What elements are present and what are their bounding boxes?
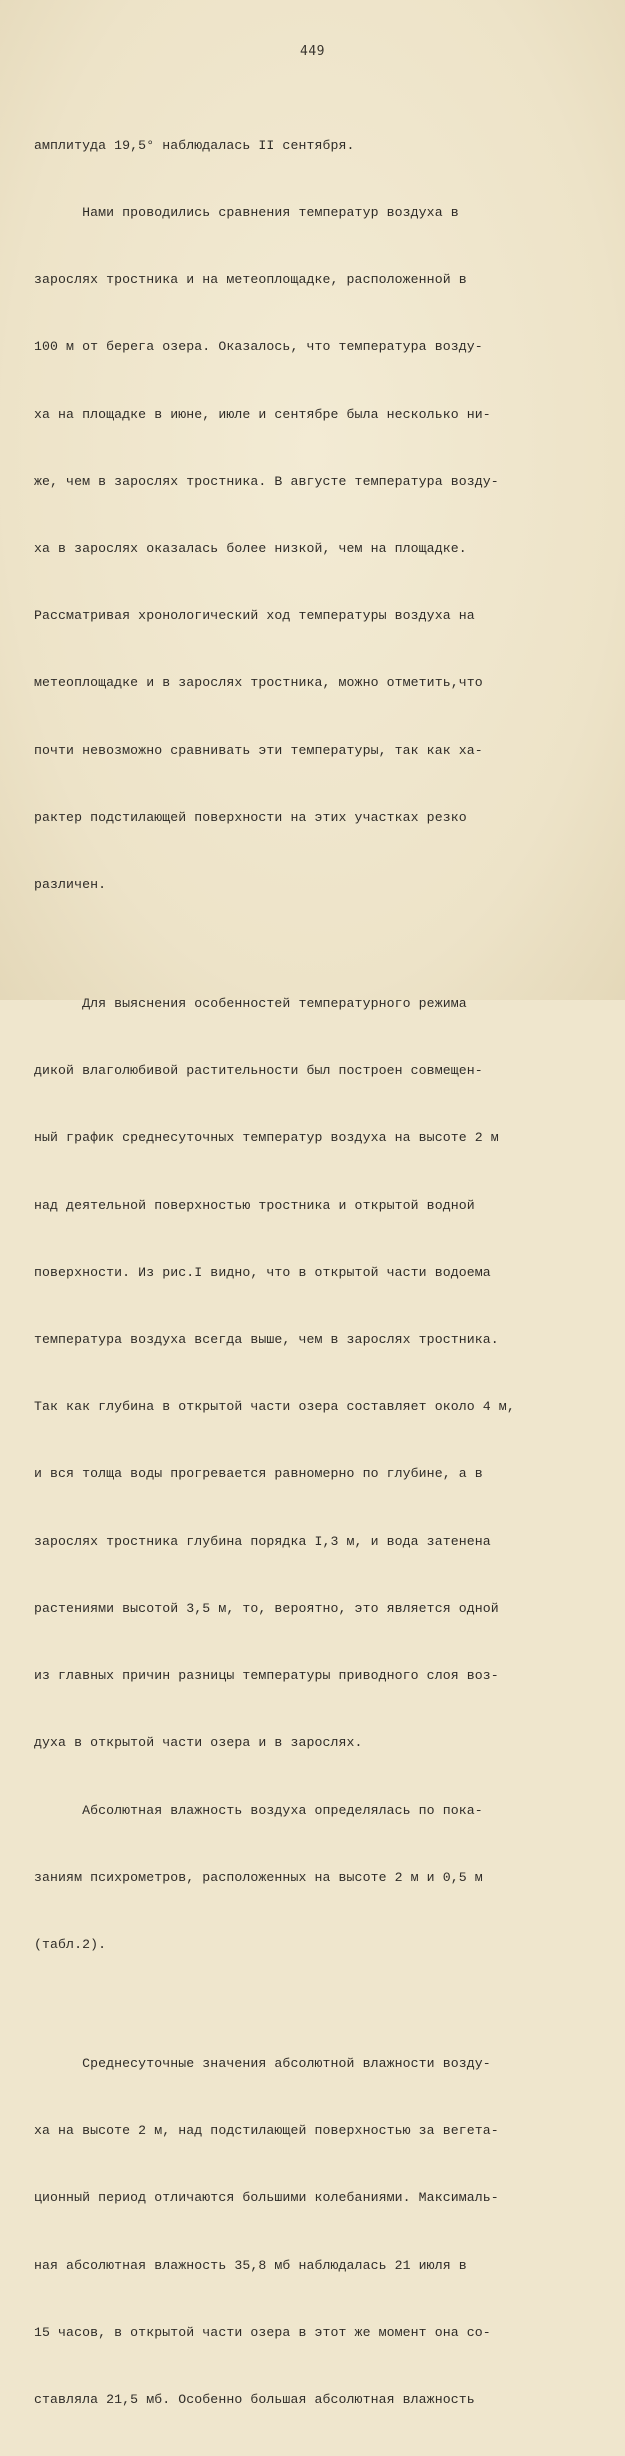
text-line: заниям психрометров, расположенных на высоте 2 м и 0,5 м xyxy=(34,1869,483,1885)
text-line: Рассматривая хронологический ход температуры воздуха на xyxy=(34,608,475,624)
text-line: растениями высотой 3,5 м, то, вероятно, это является одной xyxy=(34,1600,499,1616)
text-line: ционный период отличаются большими колебаниями. Максималь- xyxy=(34,2190,499,2206)
text-line: Так как глубина в открытой части озера составляет около 4 м, xyxy=(34,1399,515,1415)
text-line: ха на высоте 2 м, над подстилающей поверхностью за вегета- xyxy=(34,2123,499,2139)
text-line: духа в открытой части озера и в зарослях. xyxy=(34,1735,363,1751)
text-line: Среднесуточные значения абсолютной влажности возду- xyxy=(34,2055,491,2071)
text-line: дикой влаголюбивой растительности был построен совмещен- xyxy=(34,1063,483,1079)
text-line: зарослях тростника глубина порядка I,3 м, и вода затенена xyxy=(34,1533,491,1549)
text-line: ный график среднесуточных температур воздуха на высоте 2 м xyxy=(34,1130,499,1146)
text-line: 15 часов, в открытой части озера в этот же момент она со- xyxy=(34,2324,491,2340)
body-text xyxy=(34,90,554,2456)
text-line: ная абсолютная влажность 35,8 мб наблюдалась 21 июля в xyxy=(34,2257,467,2273)
text-line: над деятельной поверхностью тростника и открытой водной xyxy=(34,1197,475,1213)
text-line: ха на площадке в июне, июле и сентябре была несколько ни- xyxy=(34,406,491,422)
text-line: различен. xyxy=(34,877,107,893)
text-line: (табл.2). xyxy=(34,1936,107,1952)
text-line: из главных причин разницы температуры приводного слоя воз- xyxy=(34,1668,499,1684)
text-line: и вся толща воды прогревается равномерно по глубине, а в xyxy=(34,1466,483,1482)
text-line: ха в зарослях оказалась более низкой, чем на площадке. xyxy=(34,541,467,557)
text-line: рактер подстилающей поверхности на этих участках резко xyxy=(34,809,467,825)
page-number: 449 xyxy=(300,44,325,59)
text-line: Нами проводились сравнения температур воздуха в xyxy=(34,205,459,221)
text-line: поверхности. Из рис.I видно, что в открытой части водоема xyxy=(34,1264,491,1280)
text-line: зарослях тростника и на метеоплощадке, расположенной в xyxy=(34,272,467,288)
text-line: же, чем в зарослях тростника. В августе температура возду- xyxy=(34,473,499,489)
text-line: Абсолютная влажность воздуха определялась по пока- xyxy=(34,1802,483,1818)
text-line: 100 м от берега озера. Оказалось, что температура возду- xyxy=(34,339,483,355)
text-line: ставляла 21,5 мб. Особенно большая абсолютная влажность xyxy=(34,2391,475,2407)
text-line: почти невозможно сравнивать эти температуры, так как ха- xyxy=(34,742,483,758)
text-line: амплитуда 19,5° наблюдалась II сентября. xyxy=(34,137,355,153)
text-line: температура воздуха всегда выше, чем в зарослях тростника. xyxy=(34,1332,499,1348)
text-line: Для выяснения особенностей температурного режима xyxy=(34,996,467,1012)
text-line: метеоплощадке и в зарослях тростника, можно отметить,что xyxy=(34,675,483,691)
